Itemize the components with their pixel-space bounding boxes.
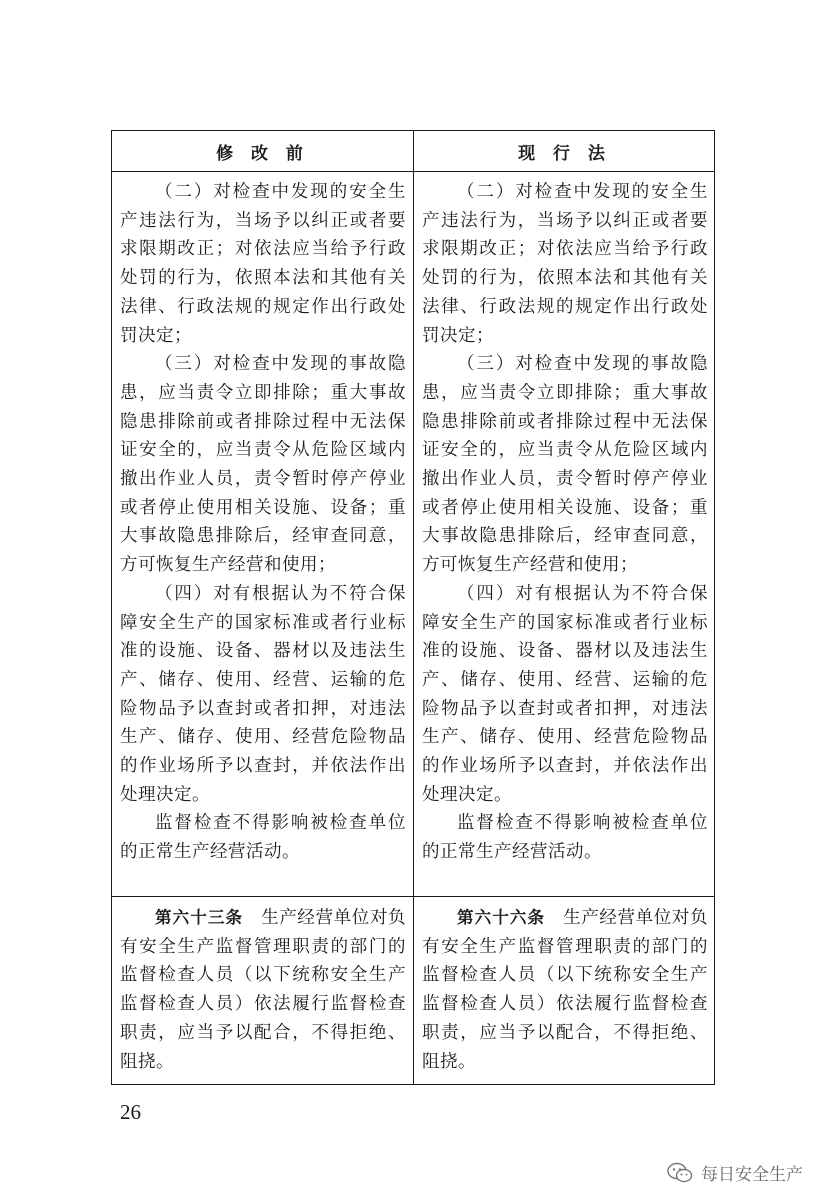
- column-divider: [413, 131, 414, 1084]
- left-article-cell: [120, 904, 406, 1076]
- comparison-table: [111, 130, 715, 1085]
- right-article-cell: [422, 904, 708, 1076]
- right-paragraph-2: （二）对检查中发现的安全生产违法行为，当场予以纠正或者要求限期改正；对依法应当给予行政处罚的行为，依照本法和其他有关法律、行政法规的规定作出行政处罚决定；: [422, 182, 708, 346]
- right-cell-body: [422, 178, 708, 867]
- left-article-body: 生产经营单位对负有安全生产监督管理职责的部门的监督检查人员（以下统称安全生产监督检查人员）依法履行监督检查职责，应当予以配合，不得拒绝、阻挠。: [120, 908, 407, 1072]
- left-article-title: 第六十三条: [155, 908, 244, 927]
- left-paragraph-supervision: 监督检查不得影响被检查单位的正常生产经营活动。: [120, 813, 406, 863]
- row-divider: [112, 896, 714, 897]
- watermark-text: 每日安全生产: [701, 1165, 803, 1185]
- right-article-title: 第六十六条: [457, 908, 546, 927]
- left-paragraph-2: （二）对检查中发现的安全生产违法行为，当场予以纠正或者要求限期改正；对依法应当给予行政处罚的行为，依照本法和其他有关法律、行政法规的规定作出行政处罚决定；: [120, 182, 406, 346]
- header-before: 修 改 前: [216, 143, 309, 164]
- header-current: 现 行 法: [518, 143, 611, 164]
- wechat-icon: [667, 1162, 693, 1184]
- right-article-body: 生产经营单位对负有安全生产监督管理职责的部门的监督检查人员（以下统称安全生产监督检查人员）依法履行监督检查职责，应当予以配合，不得拒绝、阻挠。: [422, 908, 709, 1072]
- left-article: [120, 904, 406, 1076]
- left-cell-body: [120, 178, 406, 867]
- left-paragraph-3: （三）对检查中发现的事故隐患，应当责令立即排除；重大事故隐患排除前或者排除过程中无法保证安全的，应当责令从危险区域内撤出作业人员，责令暂时停产停业或者停止使用相关设施、设备；重大事故隐患排除后，经审查同意，方可恢复生产经营和使用；: [120, 354, 406, 576]
- right-article: [422, 904, 708, 1076]
- header-divider: [112, 171, 714, 172]
- left-paragraph-4: （四）对有根据认为不符合保障安全生产的国家标准或者行业标准的设施、设备、器材以及违法生产、储存、使用、经营、运输的危险物品予以查封或者扣押，对违法生产、储存、使用、经营危险物品的作业场所予以查封，并依法作出处理决定。: [120, 583, 406, 805]
- page-number: 26: [120, 1100, 141, 1124]
- right-paragraph-4: （四）对有根据认为不符合保障安全生产的国家标准或者行业标准的设施、设备、器材以及违法生产、储存、使用、经营、运输的危险物品予以查封或者扣押，对违法生产、储存、使用、经营危险物品的作业场所予以查封，并依法作出处理决定。: [422, 583, 708, 805]
- right-paragraph-3: （三）对检查中发现的事故隐患，应当责令立即排除；重大事故隐患排除前或者排除过程中无法保证安全的，应当责令从危险区域内撤出作业人员，责令暂时停产停业或者停止使用相关设施、设备；重大事故隐患排除后，经审查同意，方可恢复生产经营和使用；: [422, 354, 708, 576]
- right-paragraph-supervision: 监督检查不得影响被检查单位的正常生产经营活动。: [422, 813, 708, 863]
- watermark: [667, 1160, 803, 1185]
